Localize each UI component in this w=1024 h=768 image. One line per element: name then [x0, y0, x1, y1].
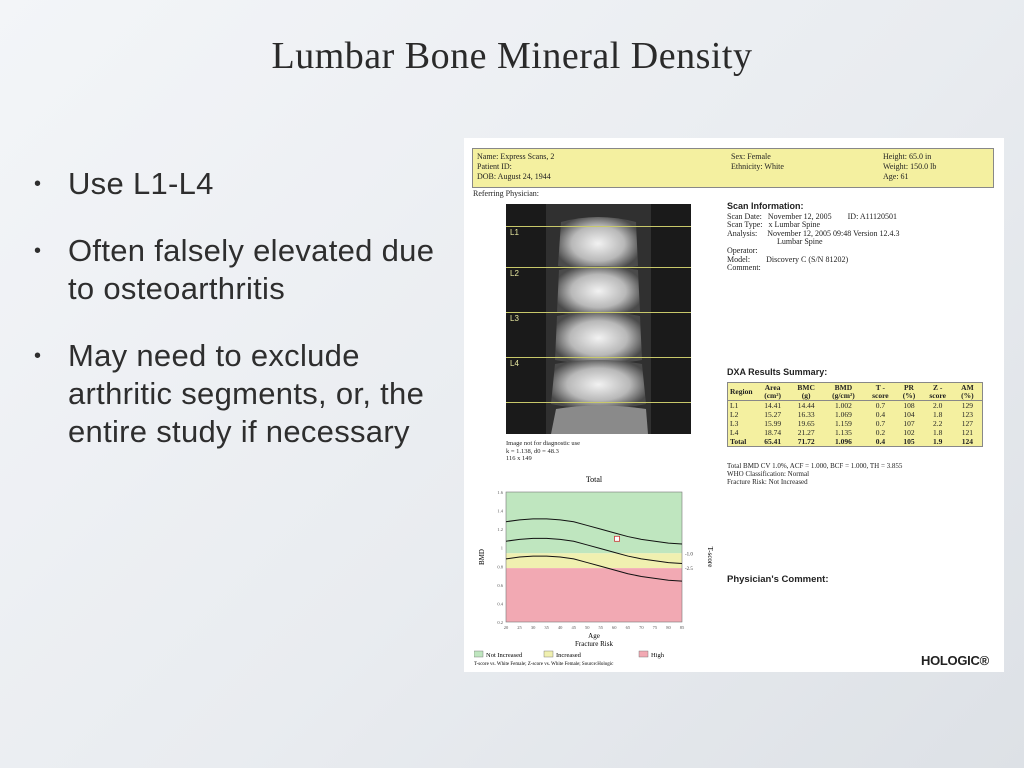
bottom-region-line — [506, 402, 691, 403]
x-tick-label: 65 — [625, 625, 631, 630]
patient-name: Name: Express Scans, 2 — [477, 152, 555, 161]
fracture-risk-label: Fracture Risk — [575, 640, 613, 648]
x-tick-label: 70 — [639, 625, 644, 630]
patient-dob: DOB: August 24, 1944 — [477, 172, 551, 181]
patient-height: Height: 65.0 in — [883, 152, 932, 161]
bullet-item — [26, 165, 446, 203]
dxa-cell: 108 — [903, 401, 915, 410]
image-note-line: Image not for diagnostic use — [506, 440, 581, 447]
right-tick-label: -2.5 — [685, 567, 693, 573]
dxa-cell: 123 — [961, 410, 974, 419]
dxa-row — [728, 419, 983, 428]
patient-marker — [615, 536, 620, 541]
bullet-list — [26, 165, 446, 480]
zone-band — [506, 492, 682, 553]
l4-region-line — [506, 357, 691, 358]
dxa-col-header: Region — [728, 383, 755, 401]
physicians-comment: Physician's Comment: — [727, 574, 829, 585]
x-tick-label: 45 — [571, 625, 576, 630]
dxa-cell: 0.4 — [875, 437, 886, 446]
dxa-col-header: PR (%) — [896, 383, 923, 401]
spine-scan-image — [506, 204, 691, 434]
x-tick-label: 80 — [666, 625, 671, 630]
bullet-dot: • — [34, 240, 42, 262]
dxa-cell: 104 — [903, 410, 915, 419]
y-tick-label: 1.4 — [497, 508, 503, 514]
bullet-text: Often falsely elevated due to osteoarthritis — [68, 233, 435, 306]
dxa-cell: 0.4 — [875, 410, 886, 419]
dxa-cell: 107 — [903, 419, 915, 428]
dxa-note-line: Fracture Risk: Not Increased — [727, 478, 808, 486]
dxa-cell: 102 — [903, 428, 915, 437]
l3-region-line — [506, 312, 691, 313]
dxa-cell: 21.27 — [797, 428, 815, 437]
dxa-notes — [727, 462, 902, 486]
dxa-cell: 0.7 — [875, 419, 886, 428]
bullet-text: May need to exclude arthritic segments, or, the entire study if necessary — [68, 338, 425, 449]
legend-label: High — [651, 652, 664, 659]
referring-physician: Referring Physician: — [473, 189, 539, 198]
vertebra-label: L1 — [510, 228, 519, 237]
dxa-cell: 0.2 — [875, 428, 886, 437]
x-tick-label: 55 — [598, 625, 604, 630]
x-tick-label: 75 — [652, 625, 658, 630]
legend-swatch — [639, 651, 648, 657]
scan-type: Scan Type: x Lumbar Spine — [727, 220, 821, 230]
patient-header — [472, 148, 994, 188]
x-tick-label: 30 — [530, 625, 536, 630]
dxa-cell: L1 — [730, 401, 739, 410]
dxa-cell: 65.41 — [764, 437, 782, 446]
x-tick-label: 35 — [544, 625, 549, 630]
patient-id: Patient ID: — [477, 162, 512, 171]
dxa-note-line: WHO Classification: Normal — [727, 470, 810, 478]
legend-swatch — [474, 651, 483, 657]
image-note-line: k = 1.138, d0 = 48.3 — [506, 447, 559, 455]
bmd-chart — [474, 472, 714, 670]
scan-date: Scan Date: November 12, 2005 ID: A11120501 — [727, 211, 898, 221]
l2-region-line — [506, 267, 691, 268]
image-note — [506, 440, 580, 463]
dxa-cell: 19.65 — [797, 419, 815, 428]
dxa-cell: 15.99 — [764, 419, 782, 428]
x-axis-label: Age — [588, 632, 600, 640]
scan-comment: Comment: — [727, 263, 761, 273]
scan-operator: Operator: — [727, 245, 758, 255]
x-tick-label: 40 — [557, 625, 563, 630]
y-tick-label: 1.2 — [497, 527, 503, 533]
dxa-col-header: BMD (g/cm²) — [822, 383, 866, 401]
dxa-cell: Total — [730, 437, 747, 446]
x-tick-label: 25 — [517, 625, 522, 630]
scan-info-heading: Scan Information: — [727, 201, 804, 211]
x-tick-label: 60 — [612, 625, 617, 630]
dxa-cell: 14.44 — [797, 401, 815, 410]
dxa-cell: 1.8 — [932, 428, 943, 437]
dxa-header-row — [728, 383, 983, 401]
patient-age: Age: 61 — [883, 172, 909, 181]
dxa-row — [728, 410, 983, 419]
dxa-summary-heading: DXA Results Summary: — [727, 367, 828, 377]
zone-band — [506, 568, 682, 622]
dxa-row — [728, 428, 983, 437]
dxa-cell: 1.069 — [834, 410, 852, 419]
dxa-cell: 71.72 — [797, 437, 815, 446]
chart-footer: T-score vs. White Female; Z-score vs. White Female; Source:Hologic — [474, 662, 614, 667]
l1-region-line — [506, 226, 691, 227]
bullet-dot: • — [34, 345, 42, 367]
dxa-cell: 18.74 — [764, 428, 782, 437]
legend-label: Not Increased — [486, 652, 523, 659]
dxa-cell: L3 — [730, 419, 739, 428]
patient-sex: Sex: Female — [731, 152, 771, 161]
x-tick-label: 50 — [584, 625, 590, 630]
dxa-row — [728, 437, 983, 447]
chart-title: Total — [585, 475, 603, 484]
legend-swatch — [544, 651, 553, 657]
y-tick-label: 0.8 — [497, 564, 503, 570]
dxa-cell: 2.0 — [932, 401, 943, 410]
y-tick-label: 0.2 — [497, 620, 503, 625]
y-tick-label: 0.6 — [497, 582, 503, 588]
vertebra-label: L3 — [510, 314, 519, 323]
dxa-cell: L4 — [730, 428, 739, 437]
y-tick-label: 1 — [500, 545, 503, 551]
dxa-col-header: Area (cm²) — [755, 383, 791, 401]
dxa-cell: 1.135 — [834, 428, 852, 437]
bullet-item — [26, 232, 446, 308]
bmd-chart-svg — [474, 472, 714, 670]
scan-analysis-2: Lumbar Spine — [777, 237, 823, 247]
dxa-cell: 1.8 — [932, 410, 943, 419]
patient-ethnicity: Ethnicity: White — [731, 162, 784, 171]
dxa-cell: 1.159 — [834, 419, 852, 428]
x-tick-label: 85 — [679, 625, 685, 630]
dxa-report-image — [464, 138, 1004, 672]
dxa-cell: 127 — [961, 419, 974, 428]
dxa-cell: 1.002 — [834, 401, 852, 410]
dxa-col-header: Z - score — [922, 383, 952, 401]
dxa-cell: 16.33 — [797, 410, 815, 419]
dxa-cell: 0.7 — [875, 401, 886, 410]
right-axis-label: T-score — [706, 546, 714, 568]
y-tick-label: 0.4 — [497, 601, 503, 607]
x-tick-label: 20 — [503, 625, 509, 630]
patient-weight: Weight: 150.0 lb — [883, 162, 937, 171]
scan-analysis: Analysis: November 12, 2005 09:48 Version 12.4.3 — [727, 228, 900, 238]
spine-scan-graphic — [506, 204, 691, 434]
dxa-cell: 1.096 — [834, 437, 852, 446]
scan-information — [727, 202, 997, 273]
dxa-cell: 2.2 — [932, 419, 943, 428]
dxa-col-header: T - score — [865, 383, 895, 401]
dxa-col-header: AM (%) — [953, 383, 983, 401]
right-tick-label: -1.0 — [685, 552, 693, 558]
dxa-cell: 1.9 — [932, 437, 943, 446]
bullet-item — [26, 337, 446, 451]
y-tick-label: 1.6 — [497, 490, 503, 495]
dxa-col-header: BMC (g) — [791, 383, 822, 401]
dxa-cell: 129 — [961, 401, 974, 410]
dxa-results-table — [727, 382, 983, 447]
dxa-cell: L2 — [730, 410, 739, 419]
slide-title: Lumbar Bone Mineral Density — [271, 35, 753, 77]
dxa-cell: 121 — [961, 428, 974, 437]
dxa-note-line: Total BMD CV 1.0%, ACF = 1.000, BCF = 1.000, TH = 3.855 — [727, 462, 903, 470]
vertebra-label: L4 — [510, 359, 519, 368]
dxa-cell: 105 — [903, 437, 915, 446]
dxa-row — [728, 401, 983, 411]
image-note-line: 116 x 149 — [506, 455, 532, 462]
bullet-dot: • — [34, 173, 42, 195]
scan-model: Model: Discovery C (S/N 81202) — [727, 254, 849, 264]
y-axis-label: BMD — [478, 549, 486, 565]
dxa-cell: 14.41 — [764, 401, 782, 410]
legend-label: Increased — [556, 652, 581, 659]
dxa-cell: 15.27 — [764, 410, 782, 419]
hologic-logo: HOLOGIC® — [921, 653, 989, 668]
vertebra-label: L2 — [510, 269, 519, 278]
dxa-cell: 124 — [961, 437, 974, 446]
bullet-text: Use L1-L4 — [68, 166, 214, 201]
